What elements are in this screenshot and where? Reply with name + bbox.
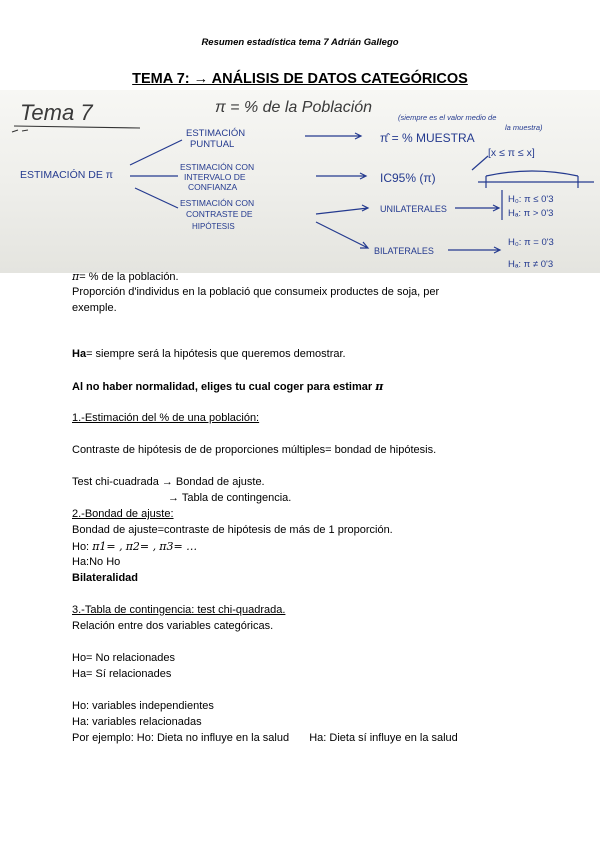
photo-muestra: π̂ = % MUESTRA [380, 131, 475, 145]
ha-definition-text: = siempre será la hipótesis que queremos demostrar. [86, 348, 346, 360]
photo-contraste-1: ESTIMACIÓN CON [180, 198, 255, 208]
photo-intervalo-1: ESTIMACIÓN CON [180, 162, 255, 172]
photo-unilaterales: UNILATERALES [380, 204, 447, 214]
section-2-title: 2.-Bondad de ajuste: [72, 508, 174, 520]
photo-estimacion-pi: ESTIMACIÓN DE π [20, 169, 114, 181]
page-title: TEMA 7: → ANÁLISIS DE DATOS CATEGÓRICOS [132, 71, 468, 87]
proportion-line-2: exemple. [72, 302, 117, 314]
ejemplo-ho: Por ejemplo: Ho: Dieta no influye en la salud [72, 732, 290, 744]
proportion-line-1: Proporción d'individus en la població que consumeix productes de soja, per [72, 286, 440, 298]
normalidad-text: Al no haber normalidad, eliges tu cual coger para estimar [72, 381, 373, 393]
photo-contraste-3: HIPÓTESIS [192, 222, 235, 231]
bilateralidad: Bilateralidad [72, 572, 139, 584]
contraste-line: Contraste de hipótesis de de proporciones múltiples= bondad de hipótesis. [72, 444, 437, 456]
photo-tema: Tema 7 [20, 100, 93, 125]
ha-relacionadas: Ha: variables relacionadas [72, 716, 202, 728]
photo-bi-ha: Hₐ: π ≠ 0'3 [508, 259, 554, 270]
photo-nota-2: la muestra) [505, 123, 543, 132]
ho-pi-2: π2= , [125, 540, 157, 553]
photo-pi-definition: π = % de la Población [215, 99, 373, 116]
ejemplo-line [72, 732, 458, 744]
section-3-title: 3.-Tabla de contingencia: test chi-quadrada. [72, 604, 286, 616]
photo-puntual-1: ESTIMACIÓN [186, 128, 246, 139]
ho-pi-1: π1= , [92, 540, 123, 553]
ha-si-relacionades: Ha= Sí relacionades [72, 668, 172, 680]
test-line-2: → Tabla de contingencia. [168, 492, 292, 504]
ho-prefix: Ho: [72, 541, 90, 553]
photo-bilaterales: BILATERALES [374, 246, 434, 256]
test-line-1: Test chi-cuadrada → Bondad de ajuste. [72, 476, 265, 488]
relacion-line: Relación entre dos variables categóricas. [72, 620, 274, 632]
ha-no-ho: Ha:No Ho [72, 556, 121, 568]
section-1-title: 1.-Estimación del % de una población: [72, 412, 260, 424]
ha-label: Ha [72, 348, 87, 360]
photo-intervalo-x: [x ≤ π ≤ x] [488, 147, 535, 159]
photo-bi-h0: H₀: π = 0'3 [508, 237, 554, 248]
document-header: Resumen estadística tema 7 Adrián Gallego [201, 37, 399, 48]
pi-definition-line [72, 270, 179, 283]
photo-puntual-2: PUNTUAL [190, 139, 235, 150]
ho-no-relacionades: Ho= No relacionades [72, 652, 176, 664]
pi-symbol: π [72, 270, 80, 283]
photo-nota-1: (siempre es el valor medio de [398, 113, 497, 122]
photo-uni-ha: Hₐ: π > 0'3 [508, 208, 554, 219]
bondad-definition: Bondad de ajuste=contraste de hipótesis de más de 1 proporción. [72, 524, 393, 536]
photo-contraste-2: CONTRASTE DE [186, 209, 253, 219]
photo-intervalo-3: CONFIANZA [188, 182, 238, 192]
normalidad-pi: π [375, 380, 384, 393]
ho-proportions-line [72, 540, 197, 553]
photo-uni-h0: H₀: π ≤ 0'3 [508, 194, 554, 205]
normalidad-line [72, 380, 383, 393]
pi-definition-text: = % de la población. [79, 271, 179, 283]
ha-definition-line [72, 348, 346, 360]
ho-independientes: Ho: variables independientes [72, 700, 214, 712]
handwritten-notes-photo [0, 90, 600, 273]
photo-ic: IC95% (π) [380, 171, 436, 185]
photo-intervalo-2: INTERVALO DE [184, 172, 246, 182]
ejemplo-ha: Ha: Dieta sí influye en la salud [309, 732, 458, 744]
ho-pi-3: π3= … [159, 540, 198, 553]
